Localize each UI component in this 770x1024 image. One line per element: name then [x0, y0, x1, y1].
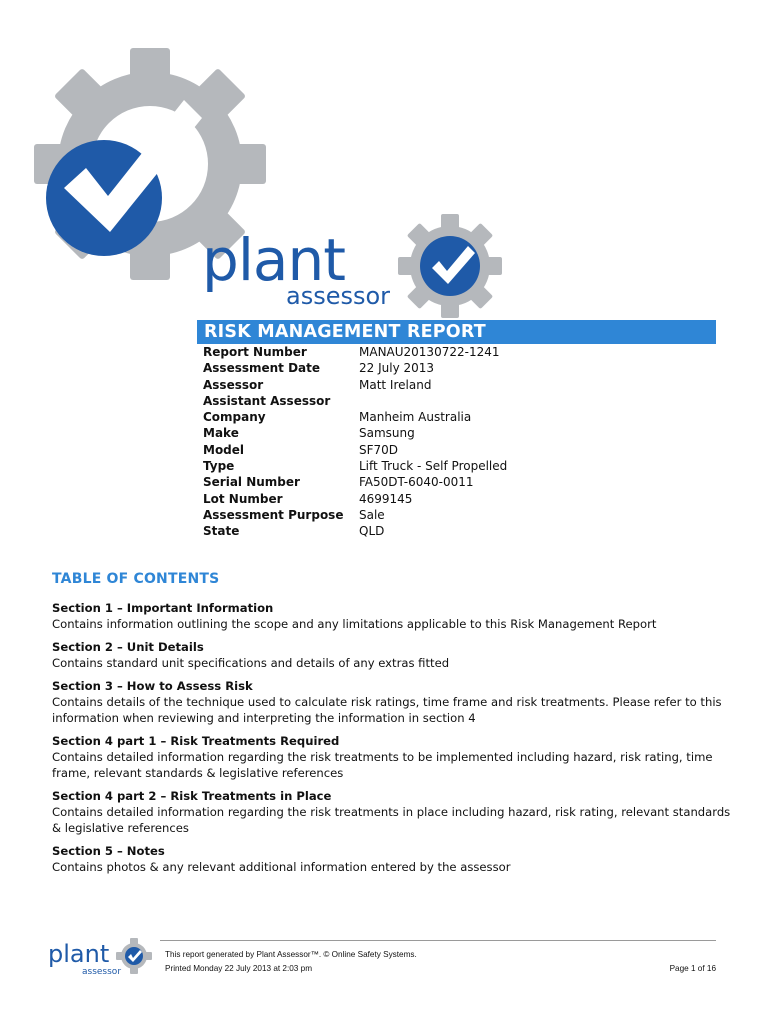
toc-section — [52, 639, 732, 671]
toc-section — [52, 600, 732, 632]
detail-row — [203, 409, 723, 425]
detail-row — [203, 491, 723, 507]
detail-label: Report Number — [203, 345, 307, 359]
detail-value: Manheim Australia — [359, 410, 472, 425]
toc-section-description: Contains photos & any relevant additional information entered by the assessor — [52, 860, 511, 874]
toc-section — [52, 788, 732, 836]
detail-row — [203, 507, 723, 523]
toc-section-heading: Section 5 – Notes — [52, 844, 165, 858]
detail-row — [203, 523, 723, 539]
footer-printed-text: Printed Monday 22 July 2013 at 2:03 pm — [165, 964, 313, 973]
detail-row — [203, 360, 723, 376]
detail-value: 22 July 2013 — [359, 361, 435, 376]
detail-label: Type — [203, 459, 235, 474]
toc-section-heading: Section 2 – Unit Details — [52, 640, 204, 654]
detail-label: Assessor — [203, 377, 264, 392]
toc-section-description: Contains information outlining the scope and any limitations applicable to this Risk Management Report — [52, 617, 657, 631]
brand-main-text: plant — [202, 226, 345, 294]
detail-label: Serial Number — [203, 475, 300, 490]
footer-generated-text: This report generated by Plant Assessor™. © Online Safety Systems. — [165, 950, 417, 959]
brand-sub-text: assessor — [286, 282, 391, 310]
report-details — [203, 344, 723, 540]
footer-divider — [160, 940, 716, 941]
brand-gear-icon — [398, 214, 502, 318]
detail-label: Company — [203, 410, 266, 425]
toc-section-description: Contains details of the technique used to calculate risk ratings, time frame and risk treatments. Please refer to this information when reviewing and interpreting the information in section 4 — [52, 695, 722, 725]
detail-value: SF70D — [359, 442, 399, 457]
detail-label: Make — [203, 426, 239, 441]
detail-row — [203, 344, 723, 360]
detail-row — [203, 425, 723, 441]
toc-section-heading: Section 4 part 1 – Risk Treatments Required — [52, 734, 340, 748]
toc-title: TABLE OF CONTENTS — [52, 571, 220, 587]
toc-section-description: Contains detailed information regarding the risk treatments to be implemented including hazard, risk rating, time frame, relevant standards & legislative references — [52, 750, 713, 780]
detail-row — [203, 442, 723, 458]
detail-value: Lift Truck - Self Propelled — [359, 459, 508, 474]
detail-row — [203, 474, 723, 490]
detail-label: State — [203, 524, 240, 539]
footer-brand-main: plant — [48, 940, 110, 968]
detail-value: MANAU20130722-1241 — [359, 345, 500, 359]
toc-section — [52, 678, 732, 726]
detail-label: Assessment Date — [203, 361, 321, 376]
report-title-banner — [197, 320, 716, 344]
toc-section-description: Contains detailed information regarding the risk treatments in place including hazard, risk rating, relevant standards & legislative references — [52, 805, 731, 835]
toc-section-heading: Section 1 – Important Information — [52, 601, 274, 615]
toc-list — [52, 600, 732, 882]
detail-value: QLD — [359, 524, 385, 539]
detail-value: FA50DT-6040-0011 — [359, 475, 474, 490]
detail-value: 4699145 — [359, 491, 413, 506]
detail-row — [203, 377, 723, 393]
footer-page-number: Page 1 of 16 — [669, 964, 716, 973]
detail-label: Model — [203, 442, 245, 457]
footer-brand-sub: assessor — [82, 967, 122, 977]
toc-section-description: Contains standard unit specifications and details of any extras fitted — [52, 656, 450, 670]
footer-logo-icon — [48, 936, 158, 980]
detail-row — [203, 458, 723, 474]
detail-row — [203, 393, 723, 409]
detail-label: Assessment Purpose — [203, 507, 344, 522]
toc-section — [52, 843, 732, 875]
toc-section — [52, 733, 732, 781]
toc-section-heading: Section 4 part 2 – Risk Treatments in Place — [52, 789, 332, 803]
brand-wordmark — [200, 218, 400, 318]
detail-value: Sale — [359, 507, 385, 522]
detail-value: Matt Ireland — [359, 377, 432, 392]
detail-label: Lot Number — [203, 491, 283, 506]
detail-value: Samsung — [359, 426, 415, 441]
detail-label: Assistant Assessor — [203, 393, 331, 408]
toc-section-heading: Section 3 – How to Assess Risk — [52, 679, 253, 693]
report-title: RISK MANAGEMENT REPORT — [204, 322, 486, 342]
